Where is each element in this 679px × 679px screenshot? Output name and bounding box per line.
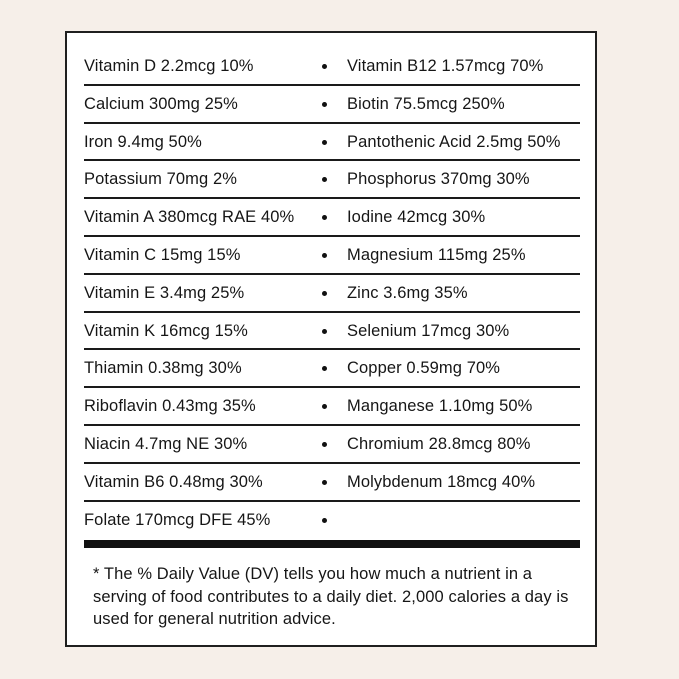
nutrient-row [84, 124, 580, 162]
nutrient-row [84, 275, 580, 313]
nutrient-left: Niacin 4.7mg NE 30% [84, 434, 248, 453]
nutrient-row [84, 502, 580, 540]
nutrition-facts-panel [65, 31, 597, 647]
nutrient-row [84, 199, 580, 237]
nutrient-left: Vitamin K 16mcg 15% [84, 321, 248, 340]
nutrient-row [84, 426, 580, 464]
nutrient-right: Copper 0.59mg 70% [347, 359, 501, 378]
nutrient-right: Vitamin B12 1.57mcg 70% [347, 57, 544, 75]
nutrient-left: Iron 9.4mg 50% [84, 132, 202, 151]
bullet-separator [322, 404, 327, 409]
nutrient-right: Chromium 28.8mcg 80% [347, 434, 531, 453]
bullet-separator [322, 102, 327, 107]
nutrient-row [84, 86, 580, 124]
nutrient-row [84, 313, 580, 351]
nutrient-left: Vitamin C 15mg 15% [84, 245, 241, 264]
bullet-separator [322, 215, 327, 220]
nutrient-left: Potassium 70mg 2% [84, 170, 238, 189]
bullet-separator [322, 366, 327, 371]
nutrient-row [84, 464, 580, 502]
bullet-separator [322, 291, 327, 296]
bullet-separator [322, 64, 327, 69]
daily-value-footnote: * The % Daily Value (DV) tells you how much a nutrient in a serving of food contributes to a daily diet. 2,000 calories a day is used for general nutrition advice. [93, 565, 569, 628]
nutrient-row [84, 237, 580, 275]
bullet-separator [322, 253, 327, 258]
nutrient-left: Vitamin D 2.2mcg 10% [84, 57, 254, 75]
nutrient-left: Folate 170mcg DFE 45% [84, 510, 271, 529]
bullet-separator [322, 177, 327, 182]
nutrient-right: Zinc 3.6mg 35% [347, 283, 468, 302]
bullet-separator [322, 480, 327, 485]
nutrient-right: Biotin 75.5mcg 250% [347, 94, 505, 113]
nutrient-table [84, 48, 580, 539]
bullet-separator [322, 442, 327, 447]
nutrient-right: Iodine 42mcg 30% [347, 208, 486, 227]
nutrient-left: Calcium 300mg 25% [84, 94, 238, 113]
nutrient-left: Vitamin E 3.4mg 25% [84, 283, 245, 302]
nutrient-right: Pantothenic Acid 2.5mg 50% [347, 132, 561, 151]
bullet-separator [322, 140, 327, 145]
nutrient-right: Selenium 17mcg 30% [347, 321, 510, 340]
nutrient-left: Thiamin 0.38mg 30% [84, 359, 242, 378]
nutrient-right: Magnesium 115mg 25% [347, 245, 526, 264]
nutrient-left: Vitamin A 380mcg RAE 40% [84, 208, 295, 227]
nutrient-row [84, 161, 580, 199]
nutrient-row [84, 388, 580, 426]
nutrient-row [84, 350, 580, 388]
nutrient-right: Phosphorus 370mg 30% [347, 170, 530, 189]
nutrient-left: Vitamin B6 0.48mg 30% [84, 472, 263, 491]
nutrient-row [84, 48, 580, 86]
bullet-separator [322, 518, 327, 523]
thick-divider [84, 540, 580, 548]
nutrient-right: Molybdenum 18mcg 40% [347, 472, 536, 491]
nutrient-left: Riboflavin 0.43mg 35% [84, 397, 256, 416]
nutrient-right: Manganese 1.10mg 50% [347, 397, 533, 416]
bullet-separator [322, 329, 327, 334]
